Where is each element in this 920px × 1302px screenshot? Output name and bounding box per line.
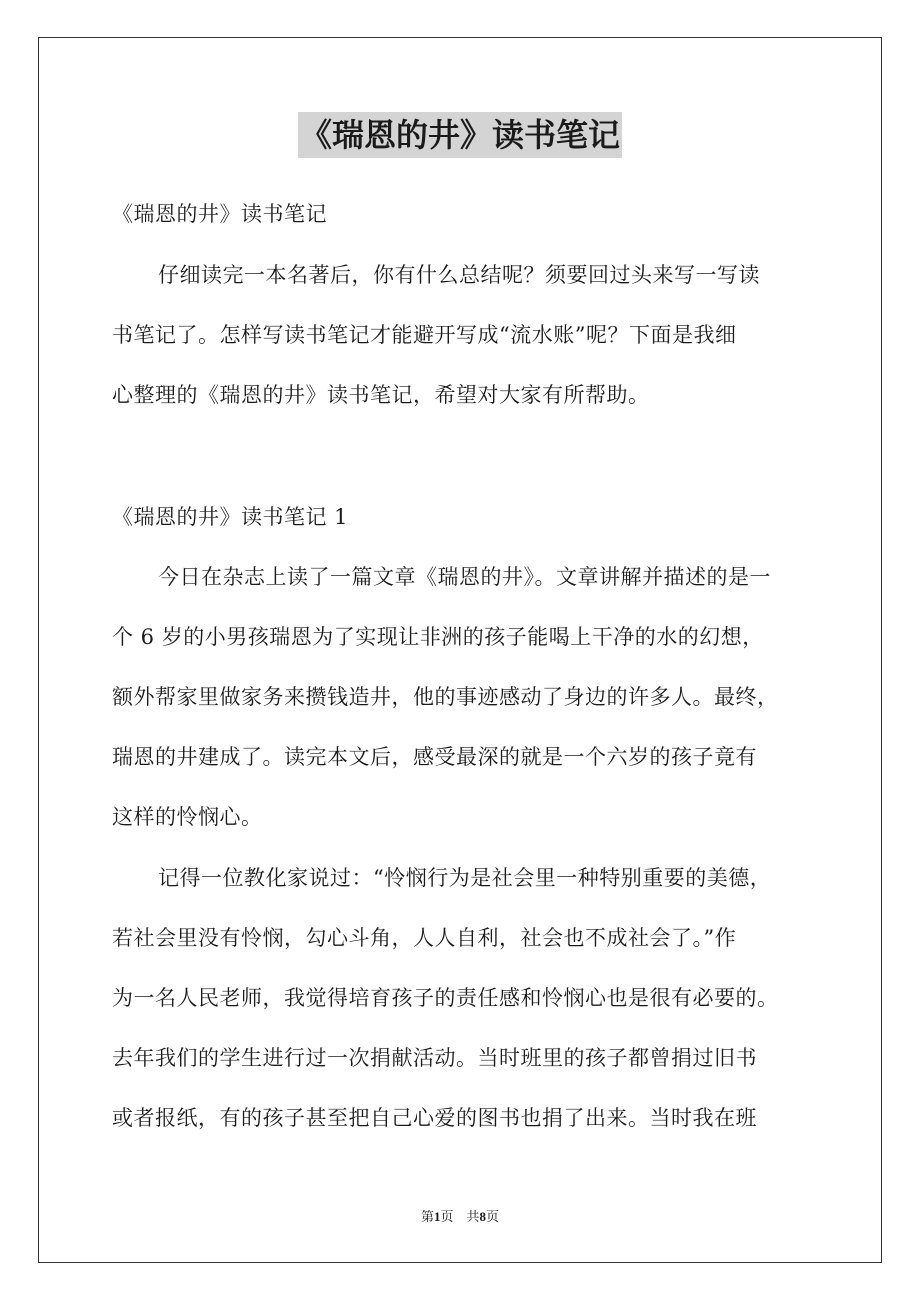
intro-line-1: 仔细读完一本名著后，你有什么总结呢？须要回过头来写一写读 [158, 263, 760, 287]
footer-mid: 页 共 [440, 1209, 480, 1224]
para2-line-4: 去年我们的学生进行过一次捐献活动。当时班里的孩子都曾捐过旧书 [112, 1046, 757, 1070]
para2-line-2: 若社会里没有怜悯，勾心斗角，人人自利，社会也不成社会了。”作 [112, 926, 737, 950]
page-footer [0, 1206, 920, 1225]
para1-line-4: 瑞恩的井建成了。读完本文后，感受最深的就是一个六岁的孩子竟有 [112, 745, 757, 769]
para2-line-3: 为一名人民老师，我觉得培育孩子的责任感和怜悯心也是很有必要的。 [112, 986, 779, 1010]
intro-line-3: 心整理的《瑞恩的井》读书笔记，希望对大家有所帮助。 [112, 383, 650, 407]
intro-line-2: 书笔记了。怎样写读书笔记才能避开写成“流水账”呢？下面是我细 [112, 323, 737, 347]
para2-line-5: 或者报纸，有的孩子甚至把自己心爱的图书也捐了出来。当时我在班 [112, 1106, 757, 1130]
para2-line-1: 记得一位教化家说过：“怜悯行为是社会里一种特别重要的美德， [158, 866, 772, 890]
para1-line-2: 个 6 岁的小男孩瑞恩为了实现让非洲的孩子能喝上干净的水的幻想， [112, 625, 764, 649]
section-heading: 《瑞恩的井》读书笔记 1 [112, 505, 349, 529]
footer-current-page: 1 [433, 1209, 441, 1224]
document-title: 《瑞恩的井》读书笔记 [298, 112, 622, 158]
footer-suffix: 页 [486, 1209, 500, 1224]
para1-line-1: 今日在杂志上读了一篇文章《瑞恩的井》。文章讲解并描述的是一 [158, 565, 771, 589]
title-container [0, 112, 920, 158]
footer-total-pages: 8 [479, 1209, 486, 1224]
para1-line-5: 这样的怜悯心。 [112, 805, 263, 829]
para1-line-3: 额外帮家里做家务来攒钱造井，他的事迹感动了身边的许多人。最终， [112, 685, 779, 709]
document-subtitle: 《瑞恩的井》读书笔记 [112, 202, 327, 226]
footer-prefix: 第 [420, 1209, 434, 1224]
